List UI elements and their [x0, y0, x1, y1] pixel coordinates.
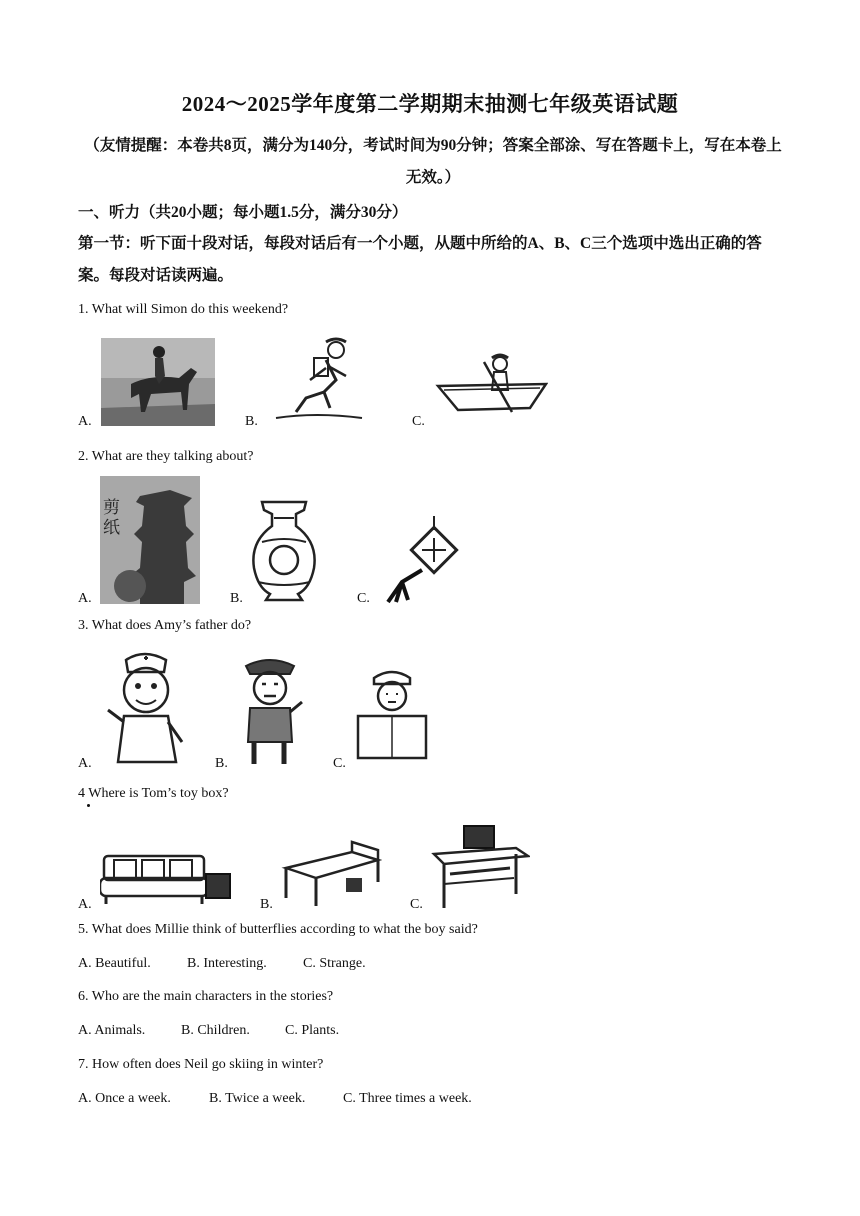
part1-instructions: 第一节：听下面十段对话，每段对话后有一个小题，从题中所给的A、B、C三个选项中选出正确的答案。每段对话读两遍。 — [78, 235, 762, 284]
sofa-picture — [100, 850, 232, 908]
question-2: 2. What are they talking about? — [78, 449, 254, 464]
question-4: 4 Where is Tom’s toy box? — [78, 786, 229, 801]
question-3: 3. What does Amy’s father do? — [78, 618, 252, 633]
q3-option-c: C. — [333, 756, 346, 771]
question-1: 1. What will Simon do this weekend? — [78, 302, 289, 317]
q4-option-c: C. — [410, 897, 423, 912]
q2-option-c: C. — [357, 591, 370, 606]
question-7: 7. How often does Neil go skiing in winter? — [78, 1057, 324, 1072]
q4-option-b: B. — [260, 897, 273, 912]
section-heading: 一、听力（共20小题；每小题1.5分，满分30分） — [78, 204, 408, 221]
q6-option-b: B. Children. — [181, 1023, 250, 1038]
question-6: 6. Who are the main characters in the stories? — [78, 989, 334, 1004]
q7-option-b: B. Twice a week. — [209, 1091, 306, 1106]
question-5: 5. What does Millie think of butterflies according to what the boy said? — [78, 922, 478, 937]
vase-picture — [248, 498, 320, 602]
policeman-picture — [236, 654, 306, 766]
bed-picture — [280, 838, 382, 908]
stray-dot — [87, 804, 90, 807]
horse-riding-picture — [101, 338, 215, 426]
q2-option-b: B. — [230, 591, 243, 606]
q2-option-a: A. — [78, 591, 92, 606]
q3-option-b: B. — [215, 756, 228, 771]
q1-option-c: C. — [412, 414, 425, 429]
chinese-knot-picture — [378, 512, 464, 604]
paper-cutting-picture — [100, 476, 200, 604]
q7-option-a: A. Once a week. — [78, 1091, 171, 1106]
rowing-boat-picture — [434, 350, 548, 426]
q5-option-c: C. Strange. — [303, 956, 366, 971]
desk-picture — [430, 824, 530, 910]
q1-option-b: B. — [245, 414, 258, 429]
q6-option-a: A. Animals. — [78, 1023, 146, 1038]
q4-option-a: A. — [78, 897, 92, 912]
q1-option-a: A. — [78, 414, 92, 429]
exam-notice: （友情提醒：本卷共8页，满分为140分，考试时间为90分钟；答案全部涂、写在答题卡上，写在本卷上无效。） — [84, 137, 782, 186]
doctor-picture — [104, 650, 190, 768]
hiking-picture — [266, 336, 364, 428]
q6-option-c: C. Plants. — [285, 1023, 340, 1038]
q5-option-a: A. Beautiful. — [78, 956, 151, 971]
page-title: 2024～2025学年度第二学期期末抽测七年级英语试题 — [181, 92, 679, 116]
q7-option-c: C. Three times a week. — [343, 1091, 472, 1106]
q5-option-b: B. Interesting. — [187, 956, 267, 971]
worker-picture — [352, 664, 432, 770]
q3-option-a: A. — [78, 756, 92, 771]
paper-cutting-label: 剪纸 — [103, 498, 120, 538]
